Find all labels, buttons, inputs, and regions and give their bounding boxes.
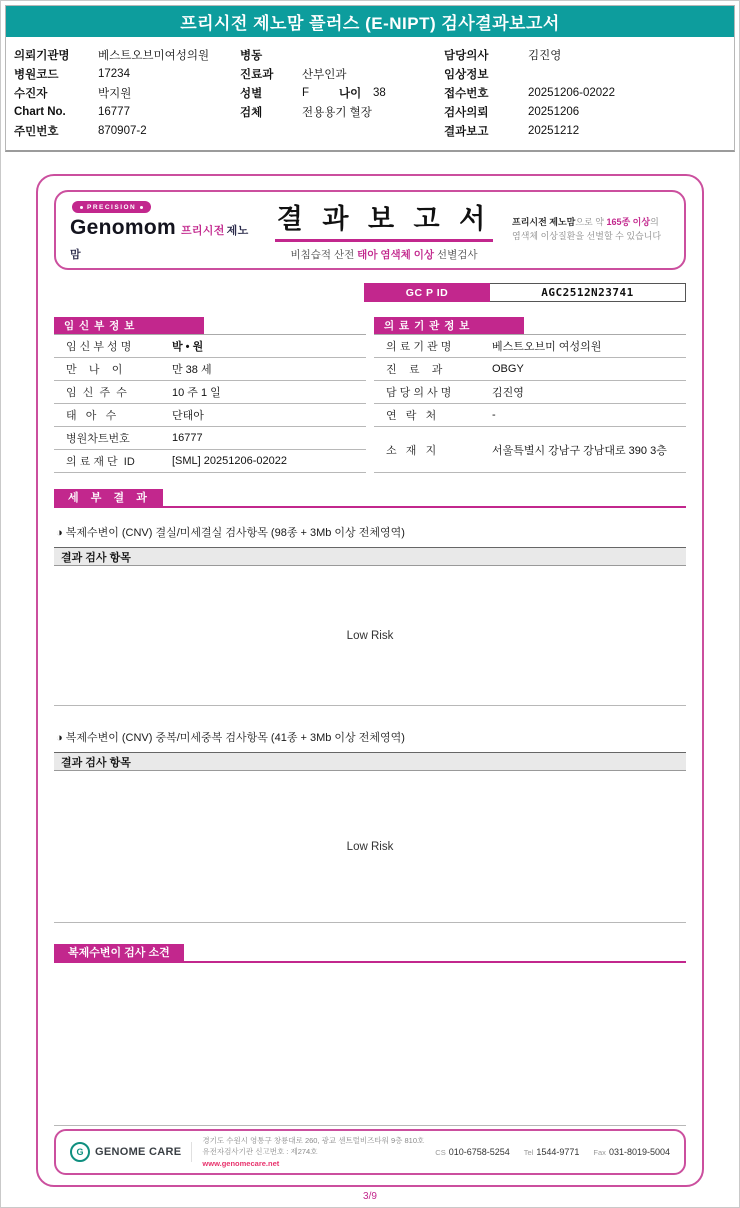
row-value: 단태아 xyxy=(172,410,204,422)
report-body xyxy=(36,174,704,1187)
cnv-table-header: 결과 검사 항목 xyxy=(54,547,686,566)
footer-address-line1: 경기도 수원시 영통구 창룡대로 260, 광교 센트럴비즈타워 9층 810호 xyxy=(202,1136,425,1146)
field-label: 임상정보 xyxy=(444,68,489,81)
table-row xyxy=(54,427,366,450)
page-number: 3/9 xyxy=(363,1191,377,1202)
footer-address-line2: 유전자검사기관 신고번호 : 제274호 xyxy=(202,1147,318,1157)
field-label: 주민번호 xyxy=(14,125,59,138)
field-row xyxy=(14,83,240,102)
row-value: 10 주 1 일 xyxy=(172,387,221,399)
row-label: 의 료 재 단 ID xyxy=(66,456,135,468)
gc-p-id-value: AGC2512N23741 xyxy=(490,283,686,302)
row-label: 소 재 지 xyxy=(386,444,437,457)
banner-title: 결 과 보 고 서 xyxy=(275,197,493,242)
field-row xyxy=(14,45,240,64)
row-label: 만 나 이 xyxy=(66,364,123,376)
table-row xyxy=(54,450,366,473)
footer-box xyxy=(54,1129,686,1175)
field-value: 38 xyxy=(373,86,386,99)
row-value: 베스트오브미 여성의원 xyxy=(492,341,602,353)
gc-p-id-label: GC P ID xyxy=(364,283,490,302)
opinion-section-bar xyxy=(54,943,686,963)
patient-info-col2 xyxy=(240,45,444,140)
row-label: 연 락 처 xyxy=(386,410,437,422)
table-row xyxy=(374,381,686,404)
table-row xyxy=(54,404,366,427)
row-value: OBGY xyxy=(492,363,524,375)
footer-tel: Tel 1544-9771 xyxy=(523,1147,580,1157)
brand-kr-accent: 프리시전 xyxy=(180,225,225,238)
footer-website: www.genomecare.net xyxy=(202,1158,280,1168)
banner-subtitle: 비침습적 산전 태아 염색체 이상 선별검사 xyxy=(290,249,478,261)
field-label: 진료과 xyxy=(240,68,274,81)
cnv-result-value: Low Risk xyxy=(346,840,394,853)
field-value: 20251206 xyxy=(528,105,580,118)
maternal-info-table xyxy=(54,316,366,473)
table-row xyxy=(54,358,366,381)
field-value: 20251206-02022 xyxy=(528,86,615,99)
row-label: 의 료 기 관 명 xyxy=(386,341,452,353)
footer-fax: Fax 031-8019-5004 xyxy=(593,1147,670,1157)
table-row xyxy=(54,335,366,358)
report-title-bar xyxy=(6,6,734,37)
field-row xyxy=(444,102,726,121)
patient-info-col3 xyxy=(444,45,726,140)
field-label: 수진자 xyxy=(14,87,48,100)
field-row xyxy=(14,102,240,121)
detail-section-title: 세 부 결 과 xyxy=(54,489,163,506)
field-row xyxy=(240,64,444,83)
banner-description: 프리시전 제노맘으로 약 165종 이상의 염색체 이상질환을 선별할 수 있습니다 xyxy=(512,217,662,241)
opinion-empty-area xyxy=(54,976,686,1126)
genomecare-logo-text: GENOME CARE xyxy=(95,1146,182,1158)
row-label: 임 신 부 성 명 xyxy=(66,341,132,353)
field-row xyxy=(14,121,240,140)
clinic-info-table xyxy=(374,316,686,473)
field-row xyxy=(14,64,240,83)
row-value: 박 • 원 xyxy=(172,341,204,353)
field-row xyxy=(240,102,444,121)
precision-badge-label: PRECISION xyxy=(87,203,137,211)
badge-dot-icon xyxy=(140,206,143,209)
field-value: 17234 xyxy=(98,67,130,80)
field-value: 베스트오브미여성의원 xyxy=(98,49,210,62)
brand-line xyxy=(70,216,256,264)
row-value: 만 38 세 xyxy=(172,364,212,376)
report-title: 프리시전 제노맘 플러스 (E-NIPT) 검사결과보고서 xyxy=(180,14,560,33)
field-value: F xyxy=(302,86,310,99)
table-row xyxy=(374,404,686,427)
opinion-section-title: 복제수변이 검사 소견 xyxy=(54,944,184,961)
patient-info-col1 xyxy=(14,45,240,140)
brand-name: Genomom xyxy=(70,216,176,240)
field-label: 병동 xyxy=(240,49,263,62)
field-value: 870907-2 xyxy=(98,124,147,137)
table-row xyxy=(54,381,366,404)
field-row-sex-age xyxy=(240,83,444,102)
gc-p-id-table xyxy=(364,283,686,302)
row-label: 태 아 수 xyxy=(66,410,117,422)
footer-cs: CS 010-6758-5254 xyxy=(435,1147,510,1157)
field-value: 박지원 xyxy=(98,87,132,100)
cnv-result-area xyxy=(54,771,686,923)
cnv-deletion-section xyxy=(54,521,686,706)
field-row xyxy=(444,83,726,102)
cnv-table-header: 결과 검사 항목 xyxy=(54,752,686,771)
table-row xyxy=(374,358,686,381)
field-label: 검체 xyxy=(240,106,263,119)
cnv-duplication-section xyxy=(54,726,686,923)
row-label: 임 신 주 수 xyxy=(66,387,127,399)
row-value: 16777 xyxy=(172,432,203,444)
field-row xyxy=(240,45,444,64)
field-label: Chart No. xyxy=(14,105,66,118)
field-row xyxy=(444,64,726,83)
brand-kr-dark: 제노맘 xyxy=(70,225,249,262)
field-value: 산부인과 xyxy=(302,68,347,81)
field-label: 검사의뢰 xyxy=(444,106,489,119)
cnv-section-heading: ◑ 복제수변이 (CNV) 중복/미세중복 검사항목 (41종 + 3Mb 이상 전체영역) xyxy=(56,732,405,744)
patient-header-section xyxy=(5,5,735,152)
footer-contacts xyxy=(435,1147,670,1157)
genomom-logo xyxy=(70,196,256,265)
field-row xyxy=(444,121,726,140)
field-row xyxy=(444,45,726,64)
precision-badge xyxy=(72,201,151,213)
genomecare-logo-icon: G xyxy=(70,1142,90,1162)
row-value: 서울특별시 강남구 강남대로 390 3층 xyxy=(492,444,667,457)
clinic-table-title: 의 료 기 관 정 보 xyxy=(374,317,524,334)
row-value: [SML] 20251206-02022 xyxy=(172,455,287,467)
field-label: 병원코드 xyxy=(14,68,59,81)
field-label: 결과보고 xyxy=(444,125,489,138)
field-value: 김진영 xyxy=(528,49,562,62)
footer-address xyxy=(202,1135,424,1169)
row-value: - xyxy=(492,409,496,421)
genomecare-logo xyxy=(70,1142,192,1162)
report-banner xyxy=(54,190,686,270)
row-label: 담 당 의 사 명 xyxy=(386,387,452,399)
row-label: 진 료 과 xyxy=(386,364,443,376)
banner-title-block xyxy=(256,197,512,263)
field-label: 의뢰기관명 xyxy=(14,49,70,62)
field-label: 나이 xyxy=(339,87,362,100)
cnv-result-area xyxy=(54,566,686,706)
detail-section-bar xyxy=(54,488,686,508)
table-row xyxy=(374,335,686,358)
maternal-table-title: 임 신 부 정 보 xyxy=(54,317,204,334)
cnv-section-heading: ◑ 복제수변이 (CNV) 결실/미세결실 검사항목 (98종 + 3Mb 이상 전체영역) xyxy=(56,527,405,539)
field-value: 전용용기 혈장 xyxy=(302,106,372,119)
field-label: 접수번호 xyxy=(444,87,489,100)
field-label: 담당의사 xyxy=(444,49,489,62)
field-label: 성별 xyxy=(240,87,263,100)
row-value: 김진영 xyxy=(492,387,524,399)
field-value: 20251212 xyxy=(528,124,580,137)
badge-dot-icon xyxy=(80,206,83,209)
table-row xyxy=(374,427,686,473)
row-label: 병원차트번호 xyxy=(66,433,130,445)
info-tables xyxy=(54,316,686,473)
cnv-result-value: Low Risk xyxy=(346,629,394,642)
patient-info-grid xyxy=(6,37,734,150)
field-value: 16777 xyxy=(98,105,130,118)
